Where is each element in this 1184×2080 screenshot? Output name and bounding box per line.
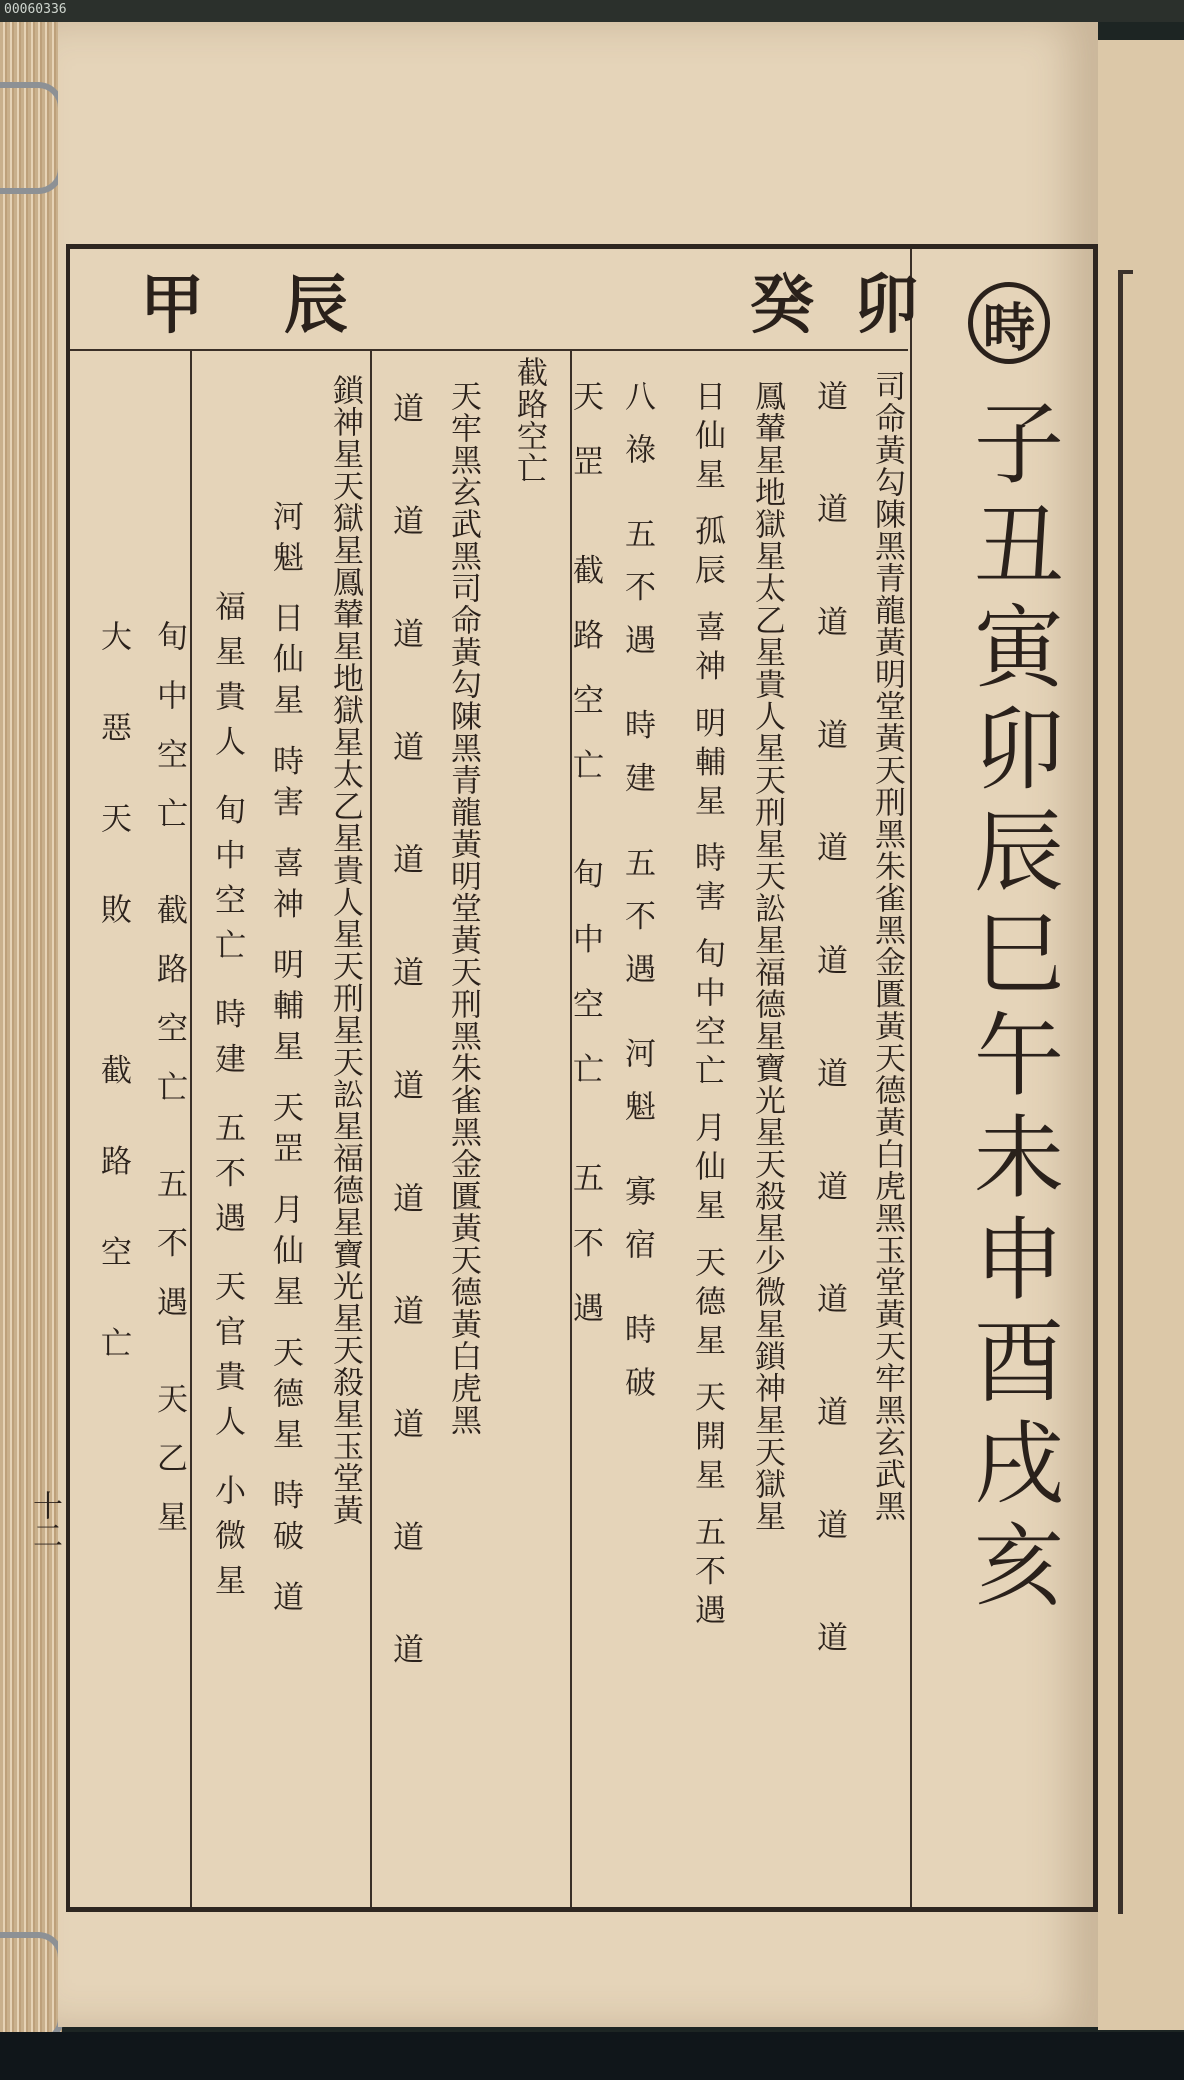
page-number: 十二 — [27, 1490, 62, 1550]
hours-heading: 子丑寅卯辰巳午未申酉戌亥 — [958, 396, 1063, 1620]
gui-mao-col-2: 道 道 道 道 道 道 道 道 道 道 道 道 — [811, 380, 847, 1689]
time-badge: 時 — [968, 282, 1050, 364]
jia-chen-col-6: 福星貴人 旬中空亡 時建 五不遇 天官貴人 小微星 — [209, 590, 245, 1610]
jia-chen-col-3: 道 道 道 道 道 道 道 道 道 道 道 道 — [387, 392, 423, 1701]
bottom-band — [0, 2032, 1184, 2080]
binding-clip — [0, 82, 64, 194]
page-edges — [0, 22, 62, 2032]
gui-mao-col-1: 司命黃勾陳黑青龍黃明堂黃天刑黑朱雀黑金匱黃天德黃白虎黑玉堂黃天牢黑玄武黑 — [869, 370, 905, 1522]
jia-chen-col-5: 河魁 日仙星 時害 喜神 明輔星 天罡 月仙星 天德星 時破 道 — [267, 500, 303, 1622]
gui-mao-col-3: 鳳輦星地獄星太乙星貴人星天刑星天訟星福德星寶光星天殺星少微星鎖神星天獄星 — [749, 380, 785, 1532]
jia-chen-col-8: 大惡天敗 截路空亡 — [95, 620, 131, 1418]
jia-chen-col-1: 截路空亡 — [511, 356, 547, 484]
gui-mao-col-5: 八祿 五不遇 時建 五不遇 河魁 寡宿 時破 — [619, 380, 655, 1420]
binding-clip — [0, 1932, 64, 2044]
top-bar — [0, 0, 1184, 22]
gui-mao-col-6: 天罡 截路空亡 旬中空亡 五不遇 — [567, 380, 603, 1357]
jia-chen-col-7: 旬中空亡 截路空亡 五不遇 天乙星 — [151, 620, 187, 1560]
next-page-border — [1118, 270, 1133, 1914]
heading-divider — [910, 249, 912, 1907]
column-divider — [370, 349, 372, 1907]
column-divider — [190, 349, 192, 1907]
label-row-divider — [70, 349, 908, 351]
label-gui-mao: 癸卯 — [750, 268, 958, 343]
image-id-label: 00060336 — [4, 2, 67, 17]
jia-chen-col-4: 鎖神星天獄星鳳輦星地獄星太乙星貴人星天刑星天訟星福德星寶光星天殺星玉堂黃 — [327, 374, 363, 1526]
label-jia-chen: 甲辰 — [140, 268, 428, 343]
jia-chen-col-2: 天牢黑玄武黑司命黃勾陳黑青龍黃明堂黃天刑黑朱雀黑金匱黃天德黃白虎黑 — [445, 380, 481, 1436]
gui-mao-col-4: 日仙星 孤辰 喜神 明輔星 時害 旬中空亡 月仙星 天德星 天開星 五不遇 — [689, 380, 725, 1633]
next-page-edge — [1098, 40, 1184, 2030]
